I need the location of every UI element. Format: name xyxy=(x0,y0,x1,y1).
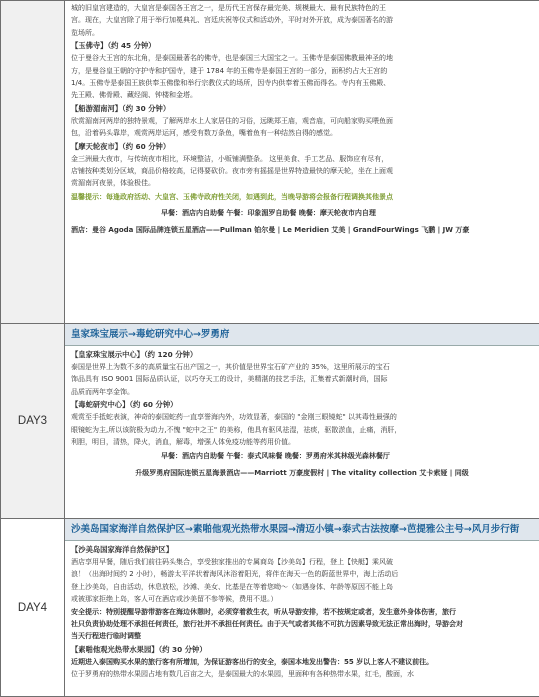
day2-content xyxy=(65,1,539,324)
section-line: 观赏至手抵蛇表演，神奇的泰国蛇药一直享誉海内外，功效显著，泰国的 "金刚三眼镜蛇" 以其毒性最强的 xyxy=(71,411,533,423)
hotel-line: 酒店：曼谷 Agoda 国际品牌连锁五星酒店——Pullman 铂尔曼 | Le Meridien 艾美 | GrandFourWings 飞鹏 | JW 万豪 xyxy=(71,221,533,239)
section-title: 【摩天轮夜市】（约 60 分钟） xyxy=(71,140,533,153)
section-line: 利胆，明目，清热，降火，消血，解毒，增强人体免疫功能等药用价值。 xyxy=(71,436,533,448)
row-day3 xyxy=(1,324,539,519)
route-bar xyxy=(65,519,539,541)
section-title: 【皇家珠宝展示中心】（约 120 分钟） xyxy=(71,348,533,361)
safety-line: 社只负责协助处理不承担任何责任，旅行社并不承担任何责任。由于天气或者其他不可抗力因素导致无法正常出海时，导游会对 xyxy=(71,618,533,630)
section-title: 【玉佛寺】（约 45 分钟） xyxy=(71,39,533,52)
intro-line: 览场所。 xyxy=(71,27,533,39)
day3-route: 皇家珠宝展示→毒蛇研究中心→罗勇府 xyxy=(65,324,539,345)
section-line: 眼镜蛇为主,所以该院极为动力,不愧 "蛇中之王" 的美称，他具有驱风祛湿，祛痰，驱散淤血，止痛，消肝， xyxy=(71,424,533,436)
meals-line: 早餐：酒店内自助餐 午餐：泰式风味餐 晚餐：罗勇府米其林级光森林餐厅 xyxy=(71,448,533,464)
day4-route: 沙美岛国家海洋自然保护区→素啪他观光热带水果园→清迈小镇→泰式古法按摩→芭提雅公主号→风月步行街 xyxy=(65,519,539,540)
section-title: 【毒蛇研究中心】（约 60 分钟） xyxy=(71,398,533,411)
day-label: DAY4 xyxy=(1,602,64,614)
section-line: 金三洲最大夜市，与传统夜市相比，环境整洁，小贩铺满整条。 这里美食、手工艺品、服饰应有尽有， xyxy=(71,153,533,165)
section-title: 【素啪他观光热带水果园】（约 30 分钟） xyxy=(71,643,533,656)
warning-note: 温馨提示：每逢政府活动、大皇宫、玉佛寺政府性关闭，如遇到此，当晚导游将会报备行程调换其他景点 xyxy=(71,190,533,205)
intro-line: 宫。现在，大皇宫除了用于举行加冕典礼、宫廷庆祝等仪式和活动外，平时对外开放，成为泰国著名的游 xyxy=(71,14,533,26)
hotel-line: 升级罗勇府国际连锁五星海景酒店——Marriott 万豪度假村 | The vitality collection 艾卡索娅 | 同级 xyxy=(71,464,533,482)
day-cell-empty xyxy=(1,1,65,324)
day3-cell xyxy=(1,324,65,519)
section-line: 品质而两年享金饰。 xyxy=(71,386,533,398)
section-line: 浪！（出海时间约 2 小时），畅游太平洋状着海风沐浴着阳光，将伴在海天一色的蔚蓝世界中，海上活动后 xyxy=(71,568,533,580)
section-line: 酒店享用早餐，随后我们前往码头集合，享受独家推出的专属商岛【沙美岛】行程，登上【快艇】乘风破 xyxy=(71,556,533,568)
section-line: 赏湄南河夜景，体验极佳。 xyxy=(71,177,533,189)
section-line: 泰国是世界上为数不多的高质量宝石出产国之一，其价值是世界宝石矿产业的 35%，这里所展示的宝石 xyxy=(71,361,533,373)
section-line: 位于罗勇府的热带水果园占地有数几百亩之大，是泰国最大的水果园，里面种有各种热带水果，红毛，酸面，水 xyxy=(71,668,533,680)
section-line: 方，是曼谷皇王朝的守护寺和护国寺，建于 1784 年的玉佛寺是泰国王宫的一部分，面积约占大王宫的 xyxy=(71,65,533,77)
section-line: 先王殿、佛骨殿、藏经阁、钟楼和金塔。 xyxy=(71,89,533,101)
section-line: 欣赏湄南河两岸的独特景观，了解两岸水上人家居住的习俗，远眺郑王庙，观音庙，可向船家购买喂鱼面 xyxy=(71,115,533,127)
row-day2-continuation xyxy=(1,1,539,324)
section-line: 1/4。玉佛寺是泰国王族供奉玉佛像和举行宗教仪式的场所，因寺内供奉着玉佛而得名。寺内有玉佛殿、 xyxy=(71,77,533,89)
section-line: 饰品具有 ISO 9001 国际品质认证，以巧夺天工的设计，美精湛的技艺手法，汇集着式新潮时尚，国际 xyxy=(71,373,533,385)
meals-line: 早餐：酒店内自助餐 午餐：印象湄罗自助餐 晚餐：摩天轮夜市内自理 xyxy=(71,205,533,221)
section-line: 包，沿着码头靠岸，观赏两岸运河，感受有数万条鱼，嘴着鱼有一种结然自得的感觉。 xyxy=(71,127,533,139)
safety-line: 安全提示：特别提醒导游带游客在海边休憩时，必须穿着救生衣，听从导游安排，若不按规定或者，发生意外身体伤害，旅行 xyxy=(71,606,533,618)
section-line: 店铺按种类划分区域，商品价格较高，记得要砍价。夜市旁有摇摇是世界特造最快的摩天轮，坐在上面观 xyxy=(71,165,533,177)
section-line: 或被那家拒绝上岛，客人可在酒店或沙美留不参等候，费用不退。） xyxy=(71,593,533,605)
safety-line: 当天行程进行临时调整 xyxy=(71,630,533,642)
day4-cell xyxy=(1,519,65,697)
section-line: 位于曼谷大王宫的东北角，是泰国最著名的佛寺，也是泰国三大国宝之一。玉佛寺是泰国佛教最神圣的地 xyxy=(71,52,533,64)
section-line: 登上沙美岛，自由活动，休息放松，沙滩、美女、比基是在等着您呦～（如遇身体、年龄等原因不能上岛 xyxy=(71,581,533,593)
row-day4 xyxy=(1,519,539,697)
section-title: 【船游湄南河】（约 30 分钟） xyxy=(71,102,533,115)
age-notice: 近期进入泰国购买水果的旅行客有所增加，为保证游客出行的安全，泰国本地发出警告：55 岁以上客人不建议前往。 xyxy=(71,656,533,668)
intro-line: 城的旧皇宫建造的，大皇宫是泰国各王宫之一，是历代王宫保存最完美、规模最大、最有民族特色的王 xyxy=(71,2,533,14)
day4-content xyxy=(65,519,539,697)
route-bar xyxy=(65,324,539,346)
day3-content xyxy=(65,324,539,519)
day-label: DAY3 xyxy=(1,415,64,427)
section-title: 【沙美岛国家海洋自然保护区】 xyxy=(71,543,533,556)
